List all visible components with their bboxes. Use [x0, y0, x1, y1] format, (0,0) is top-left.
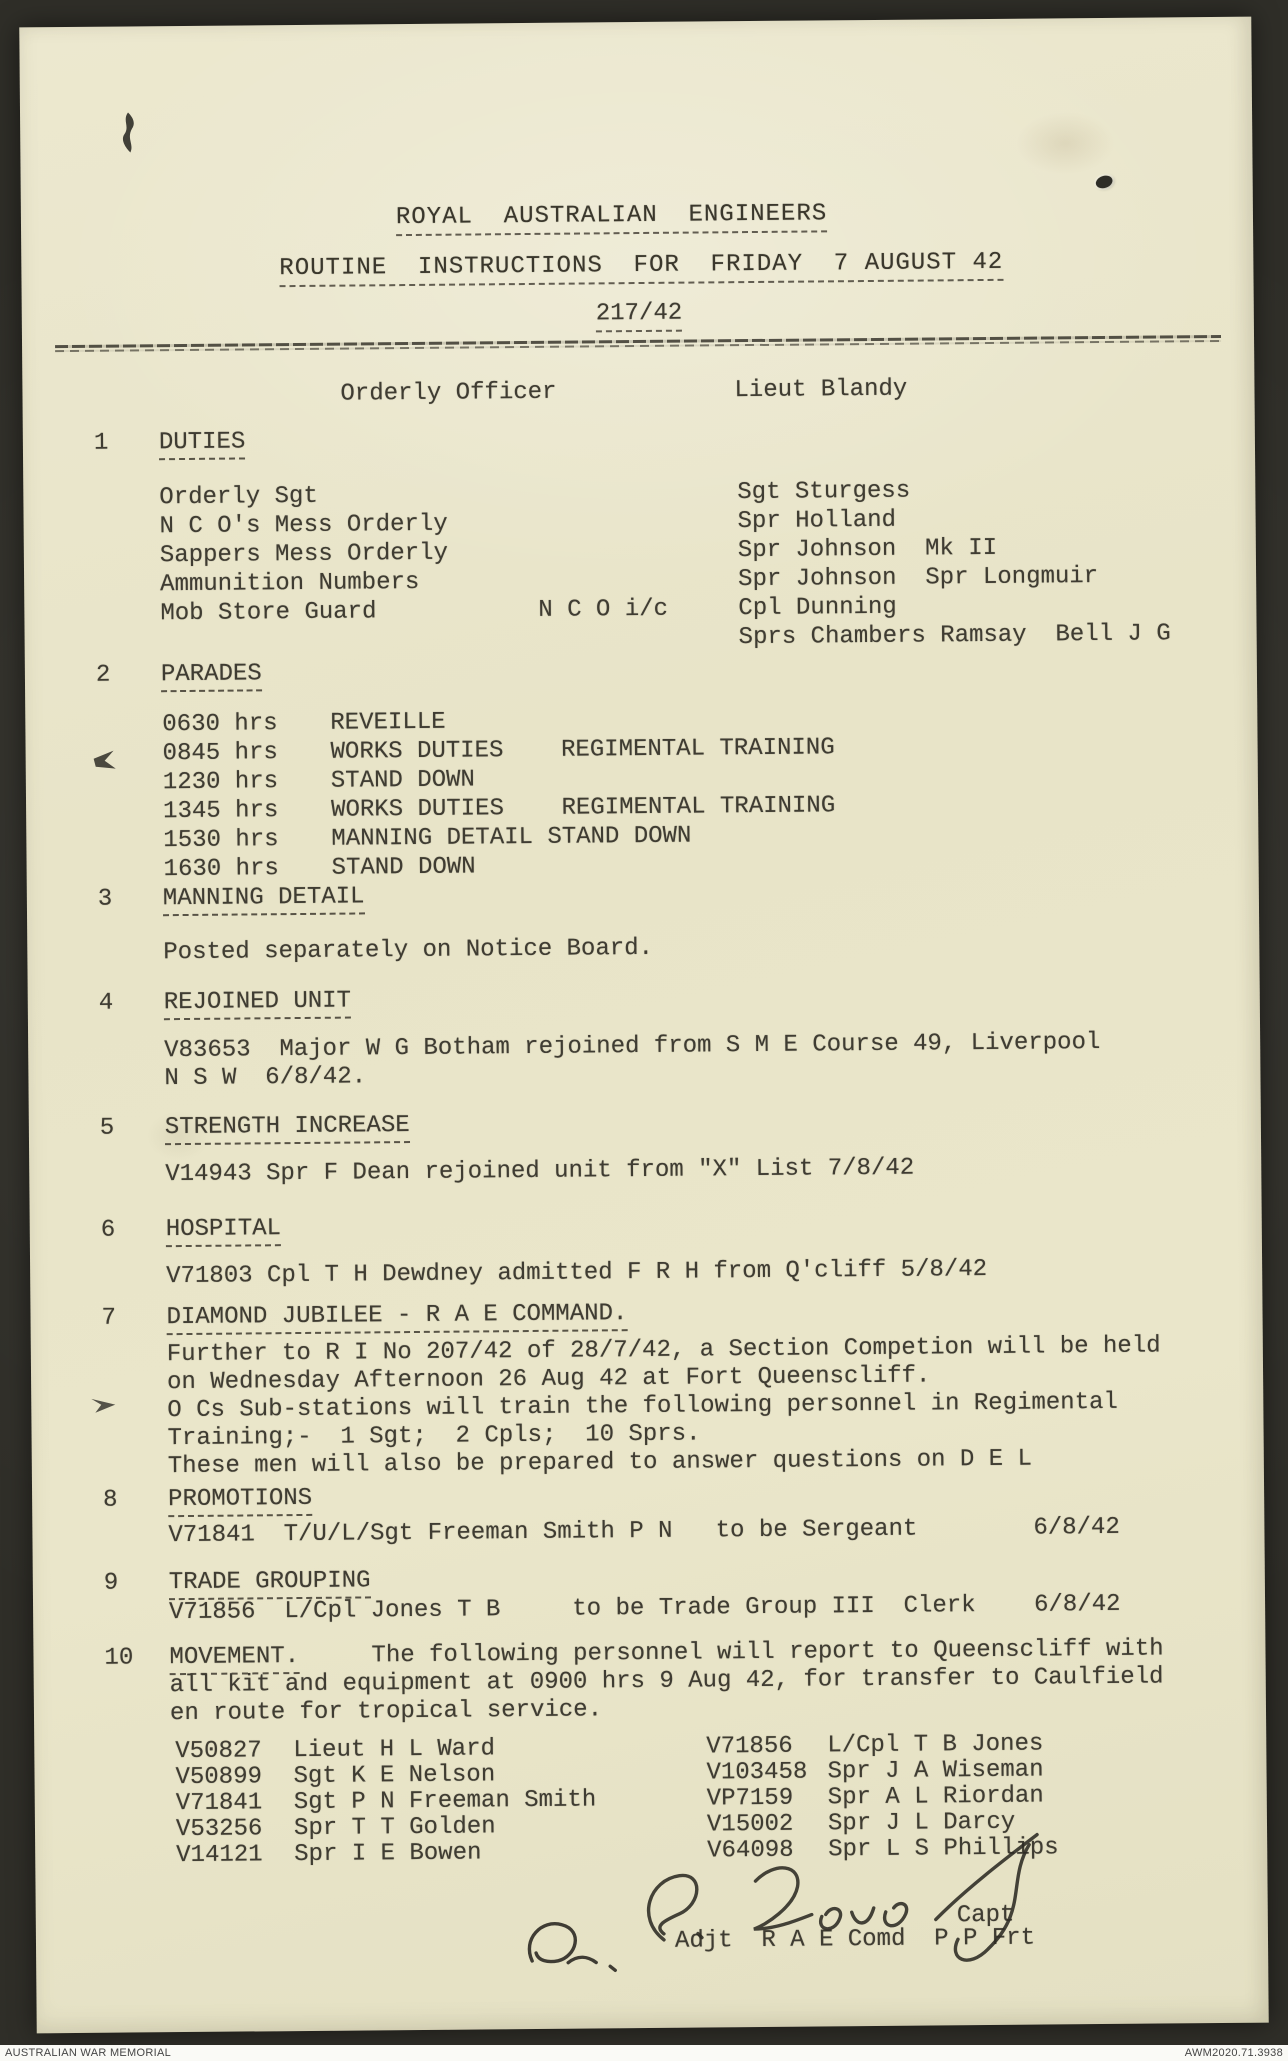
section-title: MOVEMENT. [169, 1644, 299, 1675]
reg-number: V103458 [706, 1758, 808, 1787]
parade-activity: STAND DOWN [330, 766, 476, 795]
person-name: Sgt K E Nelson [293, 1761, 496, 1791]
duty-nco-ic: N C O i/c [538, 595, 669, 624]
orderly-officer-line [340, 375, 908, 409]
archive-caption-bar [0, 2045, 1288, 2061]
section-number: 1 [93, 429, 109, 457]
archive-id-label: AWM2020.71.3938 [1184, 2047, 1283, 2059]
reg-number: VP7159 [706, 1784, 794, 1813]
reg-number: V50827 [175, 1737, 262, 1766]
movement-intro: en route for tropical service. [169, 1696, 603, 1728]
section-number: 5 [99, 1114, 115, 1142]
trade-date: 6/8/42 [1033, 1590, 1121, 1619]
section-number: 9 [103, 1569, 119, 1597]
duty-row [160, 563, 1099, 599]
duty-label: Orderly Sgt [159, 482, 318, 512]
divider-rule [55, 335, 1221, 354]
section-title: DIAMOND JUBILEE - R A E COMMAND. [166, 1301, 627, 1335]
parade-row [163, 853, 476, 884]
person-name: Spr A L Riordan [827, 1782, 1044, 1812]
duty-label: N C O's Mess Orderly [159, 510, 448, 541]
movement-row [175, 1808, 1016, 1844]
parade-time: 1230 hrs [162, 768, 279, 797]
section-number: 6 [100, 1216, 116, 1244]
parade-row [162, 708, 446, 739]
duty-value: Spr Johnson Spr Longmuir [737, 563, 1099, 594]
section-title: HOSPITAL [166, 1216, 281, 1247]
section-title: DUTIES [159, 429, 246, 460]
duty-label: Ammunition Numbers [160, 568, 420, 599]
parade-time: 1630 hrs [163, 855, 279, 884]
duty-value: Sgt Sturgess [737, 477, 911, 507]
person-name: Spr J L Darcy [827, 1808, 1016, 1838]
signature-rank: Capt [956, 1901, 1015, 1930]
section-number: 2 [95, 661, 111, 689]
section-number: 8 [103, 1486, 118, 1514]
reg-number: V71856 [706, 1732, 793, 1761]
duty-value: Sprs Chambers Ramsay Bell J G [738, 620, 1171, 652]
reg-number: V71841 [175, 1789, 263, 1818]
movement-row [175, 1730, 1044, 1766]
section-title: PARADES [161, 661, 262, 692]
parade-row [163, 822, 692, 855]
reg-number: V64098 [707, 1836, 794, 1865]
jubilee-line: Training;- 1 Sgt; 2 Cpls; 10 Sprs. [167, 1420, 701, 1453]
parade-row [162, 766, 476, 797]
jubilee-line: Further to R I No 207/42 of 28/7/42, a Section Competion will be held [166, 1332, 1161, 1369]
movement-row [176, 1834, 1059, 1870]
parade-time: 1530 hrs [163, 826, 279, 855]
duty-value: Spr Holland [737, 506, 897, 536]
promotion-date: 6/8/42 [1033, 1513, 1120, 1542]
section-number: 10 [104, 1644, 134, 1672]
jubilee-line: on Wednesday Afternoon 26 Aug 42 at Fort Queenscliff. [166, 1362, 931, 1397]
reg-number: V50899 [175, 1763, 263, 1792]
parade-activity: WORKS DUTIES REGIMENTAL TRAINING [330, 734, 835, 766]
hospital-body: V71803 Cpl T H Dewdney admitted F R H from Q'cliff 5/8/42 [166, 1256, 988, 1291]
section-title: REJOINED UNIT [164, 989, 351, 1021]
section-number: 4 [98, 989, 114, 1017]
manning-body: Posted separately on Notice Board. [163, 934, 654, 967]
section-number: 7 [101, 1304, 117, 1332]
promotion-entry [168, 1513, 1120, 1550]
section-title: TRADE GROUPING [169, 1568, 371, 1600]
person-name: Spr T T Golden [293, 1813, 496, 1843]
parade-row [162, 734, 835, 768]
paper-hole [1094, 174, 1114, 191]
jubilee-line: These men will also be prepared to answer questions on D E L [167, 1445, 1033, 1481]
person-name: Sgt P N Freeman Smith [293, 1786, 597, 1817]
duty-label: Sappers Mess Orderly [159, 539, 449, 570]
duty-value: Cpl Dunning [738, 593, 897, 623]
person-name: L/Cpl T B Jones [827, 1730, 1044, 1760]
jubilee-line: O Cs Sub-stations will train the following personnel in Regimental [167, 1388, 1118, 1425]
rejoined-line: N S W 6/8/42. [164, 1063, 367, 1093]
signature-line: Adjt R A E Comd P P Frt [674, 1924, 1036, 1955]
document-title: ROYAL AUSTRALIAN ENGINEERS [396, 201, 828, 236]
reg-number: V53256 [175, 1815, 263, 1844]
initials-ink [516, 1902, 647, 1988]
duty-label: Mob Store Guard [160, 598, 377, 628]
parade-activity: WORKS DUTIES REGIMENTAL TRAINING [330, 792, 836, 824]
section-title: STRENGTH INCREASE [165, 1113, 410, 1145]
duty-row [159, 477, 911, 512]
margin-mark [92, 749, 120, 773]
movement-intro: all kit and equipment at 0900 hrs 9 Aug 42, for transfer to Caulfield [169, 1663, 1164, 1700]
section-title: PROMOTIONS [168, 1486, 312, 1517]
parade-activity: MANNING DETAIL STAND DOWN [331, 822, 692, 853]
parade-row [163, 792, 836, 826]
movement-intro: The following personnel will report to Queenscliff with [371, 1635, 1164, 1670]
section-title: MANNING DETAIL [163, 884, 365, 916]
movement-row [175, 1782, 1044, 1818]
trade-text: V71856 L/Cpl Jones T B to be Trade Group III Clerk [168, 1592, 976, 1627]
duty-row [159, 534, 998, 570]
trade-entry [168, 1590, 1121, 1627]
reg-number: V14121 [176, 1841, 263, 1870]
orderly-officer-name: Lieut Blandy [734, 375, 908, 405]
strength-body: V14943 Spr F Dean rejoined unit from "X" List 7/8/42 [165, 1154, 915, 1189]
archive-source-label: AUSTRALIAN WAR MEMORIAL [5, 2047, 172, 2059]
parade-activity: STAND DOWN [331, 853, 476, 882]
person-name: Lieut H L Ward [293, 1735, 496, 1765]
parade-time: 0845 hrs [162, 739, 278, 768]
document-subtitle: ROUTINE INSTRUCTIONS FOR FRIDAY 7 AUGUST 42 [279, 250, 1003, 287]
duty-row [160, 593, 897, 628]
person-name: Spr J A Wiseman [827, 1756, 1044, 1786]
serial-number: 217/42 [596, 301, 683, 333]
duty-value: Spr Johnson Mk II [737, 534, 998, 565]
parade-time: 0630 hrs [162, 710, 278, 739]
promotion-text: V71841 T/U/L/Sgt Freeman Smith P N to be Sergeant [168, 1515, 918, 1550]
parade-time: 1345 hrs [163, 797, 279, 826]
document-paper [19, 17, 1268, 2034]
movement-row [175, 1756, 1044, 1792]
parade-activity: REVEILLE [330, 708, 446, 737]
orderly-officer-label: Orderly Officer [340, 378, 557, 408]
person-name: Spr I E Bowen [294, 1839, 482, 1869]
person-name: Spr L S Phillips [828, 1834, 1059, 1864]
reg-number: V15002 [706, 1810, 794, 1839]
duty-row [159, 506, 897, 541]
section-number: 3 [97, 885, 113, 913]
margin-arrow-mark [89, 1395, 119, 1415]
ink-blot [112, 110, 142, 156]
rejoined-line: V83653 Major W G Botham rejoined from S M E Course 49, Liverpool [164, 1029, 1101, 1065]
